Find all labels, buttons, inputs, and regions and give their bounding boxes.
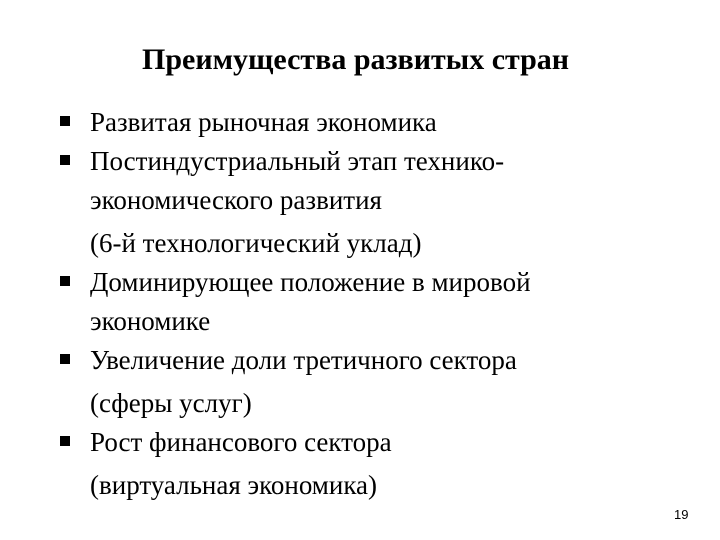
bullet-item	[60, 341, 660, 423]
bullet-text: экономического развития	[90, 185, 382, 215]
square-bullet-icon	[60, 436, 70, 446]
square-bullet-icon	[60, 116, 70, 126]
bullet-text: Увеличение доли третичного сектора	[90, 345, 517, 375]
bullet-text: Доминирующее положение в мировой	[90, 267, 531, 297]
bullet-text: Развитая рыночная экономика	[90, 107, 437, 137]
bullet-text: (виртуальная экономика)	[90, 470, 378, 500]
bullet-text: (сферы услуг)	[90, 388, 252, 418]
square-bullet-icon	[60, 276, 70, 286]
bullet-text: Постиндустриальный этап технико-	[90, 146, 505, 176]
page-number: 19	[674, 507, 689, 522]
slide-title: Преимущества развитых стран	[142, 43, 570, 76]
bullet-item	[60, 142, 660, 263]
bullet-text: Рост финансового сектора	[90, 427, 392, 457]
bullet-list	[60, 103, 660, 505]
bullet-item	[60, 103, 660, 142]
bullet-item	[60, 263, 660, 341]
bullet-text: (6-й технологический уклад)	[90, 228, 422, 258]
bullet-text: экономике	[90, 306, 211, 336]
square-bullet-icon	[60, 155, 70, 165]
bullet-item	[60, 423, 660, 505]
square-bullet-icon	[60, 354, 70, 364]
